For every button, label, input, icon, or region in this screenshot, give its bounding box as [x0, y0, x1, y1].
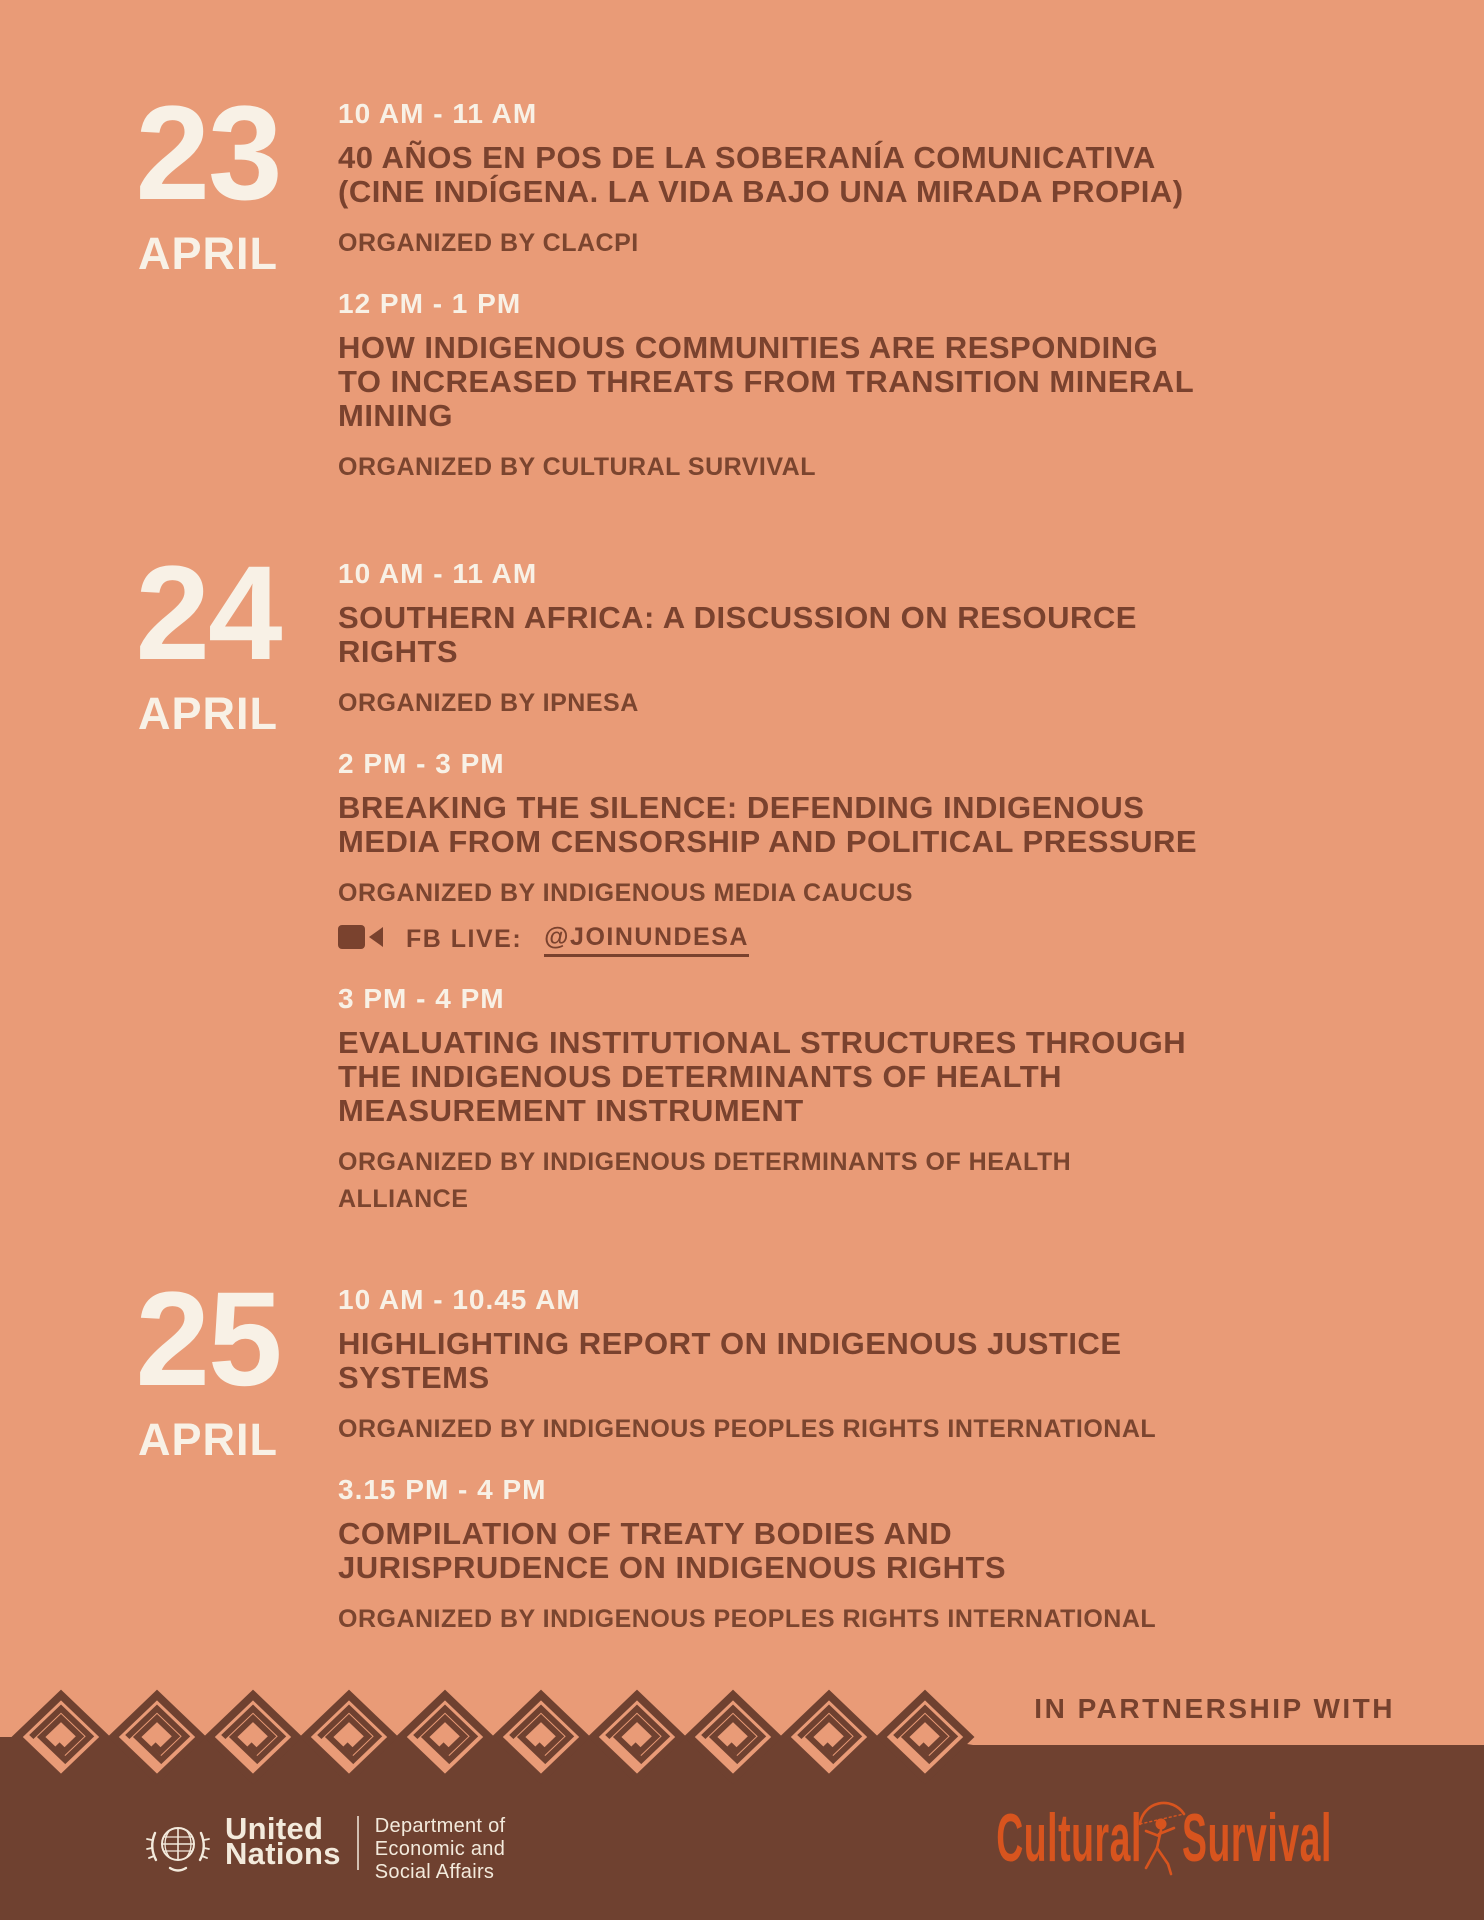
cultural-survival-word1: Cultural [996, 1800, 1143, 1876]
day-section-24 [0, 539, 1484, 1246]
footer-area [0, 1640, 1484, 1920]
event-time: 3.15 PM - 4 PM [338, 1474, 547, 1505]
event-title-line: JURISPRUDENCE ON INDIGENOUS RIGHTS [338, 1550, 1007, 1585]
event-organizer-line: ORGANIZED BY CULTURAL SURVIVAL [338, 453, 816, 481]
event-organizer-line: ORGANIZED BY INDIGENOUS MEDIA CAUCUS [338, 879, 913, 907]
event-title [338, 1026, 1484, 1128]
partnership-label: IN PARTNERSHIP WITH [1034, 1693, 1395, 1724]
event-organizer [338, 449, 1484, 486]
date-number: 24 [135, 539, 281, 688]
event-time: 10 AM - 10.45 AM [338, 1284, 581, 1315]
event-title-line: HOW INDIGENOUS COMMUNITIES ARE RESPONDING [338, 330, 1159, 365]
events-column [338, 100, 1484, 486]
events-column [338, 560, 1484, 1218]
event-title-line: THE INDIGENOUS DETERMINANTS OF HEALTH [338, 1059, 1063, 1094]
event-time: 10 AM - 11 AM [338, 558, 538, 589]
event-title-line: SOUTHERN AFRICA: A DISCUSSION ON RESOURCE [338, 600, 1137, 635]
date-month-label: APRIL [138, 1414, 278, 1465]
event-title-line: RIGHTS [338, 634, 459, 669]
event-organizer-line: ORGANIZED BY CLACPI [338, 229, 639, 257]
date-number: 23 [135, 79, 281, 228]
date-number: 25 [135, 1265, 281, 1414]
day-section-25 [0, 1265, 1484, 1666]
un-department [375, 1812, 506, 1884]
fb-live-handle-link[interactable]: @JOINUNDESA [544, 923, 749, 957]
event-organizer-line: ALLIANCE [338, 1185, 469, 1213]
un-dept-line3: Social Affairs [374, 1861, 495, 1883]
logo-divider [357, 1816, 359, 1870]
event-item [338, 560, 1484, 722]
event-time: 12 PM - 1 PM [338, 288, 522, 319]
event-title-line: MEDIA FROM CENSORSHIP AND POLITICAL PRESSURE [338, 824, 1198, 859]
event-time: 3 PM - 4 PM [338, 983, 505, 1014]
event-item [338, 750, 1484, 957]
un-desa-logo [146, 1812, 505, 1884]
day-section-23 [0, 79, 1484, 514]
event-organizer-line: ORGANIZED BY IPNESA [338, 689, 639, 717]
event-title-line: MEASUREMENT INSTRUMENT [338, 1093, 804, 1128]
event-item [338, 290, 1484, 486]
event-organizer [338, 225, 1484, 262]
event-title [338, 331, 1484, 433]
fb-live-row [338, 922, 1484, 957]
event-time: 2 PM - 3 PM [338, 748, 505, 779]
event-organizer [338, 685, 1484, 722]
date-month-label: APRIL [138, 688, 278, 739]
event-organizer-line: ORGANIZED BY INDIGENOUS PEOPLES RIGHTS INTERNATIONAL [338, 1605, 1157, 1633]
event-organizer [338, 1411, 1484, 1448]
event-organizer [338, 1601, 1484, 1638]
event-title [338, 601, 1484, 669]
event-title-line: TO INCREASED THREATS FROM TRANSITION MINERAL [338, 364, 1195, 399]
event-title-line: MINING [338, 398, 453, 433]
event-title-line: SYSTEMS [338, 1360, 490, 1395]
video-camera-icon [338, 922, 384, 957]
event-title-line: BREAKING THE SILENCE: DEFENDING INDIGENOUS [338, 790, 1145, 825]
event-title [338, 791, 1484, 859]
event-title-line: COMPILATION OF TREATY BODIES AND [338, 1516, 953, 1551]
event-title-line: 40 AÑOS EN POS DE LA SOBERANÍA COMUNICATIVA [338, 140, 1156, 175]
event-organizer-line: ORGANIZED BY INDIGENOUS DETERMINANTS OF HEALTH [338, 1148, 1072, 1176]
date-block-23 [100, 79, 316, 280]
event-organizer-line: ORGANIZED BY INDIGENOUS PEOPLES RIGHTS INTERNATIONAL [338, 1415, 1157, 1443]
event-item [338, 985, 1484, 1218]
un-name-line1: United [225, 1811, 324, 1846]
cultural-survival-logo [877, 1798, 1455, 1878]
events-column [338, 1286, 1484, 1638]
un-emblem-icon [146, 1812, 210, 1876]
event-time: 10 AM - 11 AM [338, 98, 538, 129]
event-item [338, 1286, 1484, 1448]
event-organizer [338, 1144, 1484, 1218]
event-title-line: (CINE INDÍGENA. LA VIDA BAJO UNA MIRADA PROPIA) [338, 174, 1184, 209]
date-block-24 [100, 539, 316, 740]
event-title [338, 1517, 1484, 1585]
fb-live-label: FB LIVE: [406, 925, 523, 953]
event-title [338, 1327, 1484, 1395]
event-title-line: HIGHLIGHTING REPORT ON INDIGENOUS JUSTICE [338, 1326, 1122, 1361]
un-name-line2: Nations [225, 1836, 341, 1871]
event-title [338, 141, 1484, 209]
date-block-25 [100, 1265, 316, 1466]
un-name [225, 1811, 341, 1871]
un-dept-line2: Economic and [374, 1838, 506, 1860]
un-dept-line1: Department of [374, 1815, 506, 1837]
date-month-label: APRIL [138, 228, 278, 279]
event-organizer [338, 875, 1484, 912]
event-item [338, 1476, 1484, 1638]
event-item [338, 100, 1484, 262]
event-title-line: EVALUATING INSTITUTIONAL STRUCTURES THROUGH [338, 1025, 1187, 1060]
cultural-survival-word2: Survival [1182, 1800, 1333, 1876]
